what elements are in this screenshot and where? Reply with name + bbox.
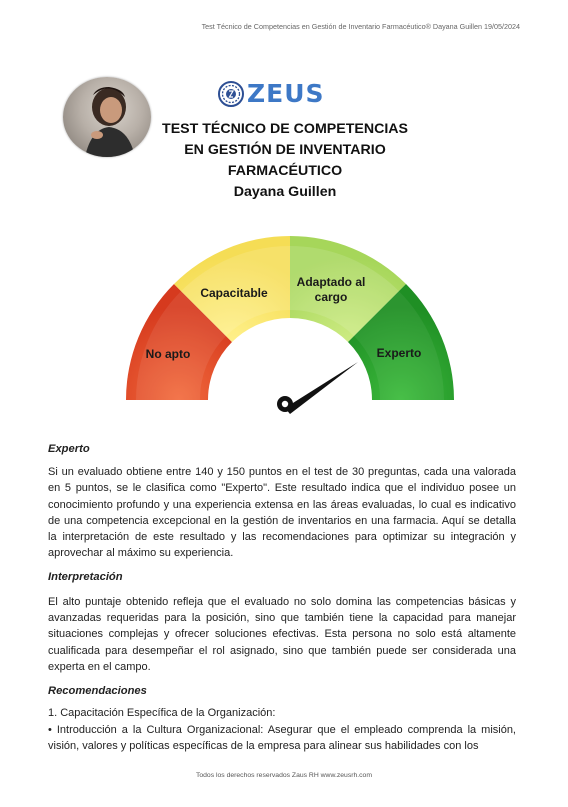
section-title-recomendaciones: Recomendaciones: [48, 685, 147, 698]
label-adaptado-line1: Adaptado al: [296, 275, 366, 289]
label-no-apto: No apto: [145, 347, 191, 361]
section-title-experto: Experto: [48, 443, 90, 455]
paragraph-interpretacion: El alto puntaje obtenido refleja que el evaluado no solo domina las competencias básicas y avanzadas requeridas para la posición, sino que también tiene la capacidad para manejar situaciones complejas y ofrecer soluciones efectivas. Esta persona no solo está altamente cualificada para desempeñar el rol asignado, sino que también puede ser considerada una experta en el campo.: [48, 595, 516, 673]
section-title-interpretacion: Interpretación: [48, 570, 123, 583]
page-footer: Todos los derechos reservados Zaus RH www.zeusrh.com: [195, 772, 373, 779]
gauge-needle: [277, 362, 358, 414]
zeus-logo: [218, 80, 325, 108]
zeus-emblem-icon: [218, 81, 244, 107]
competency-gauge: [0, 225, 568, 425]
document-body: [48, 443, 516, 754]
page-header: Test Técnico de Competencias en Gestión de Inventario Farmacéutico® Dayana Guillen 19/05/2024: [201, 22, 520, 31]
logo-text: ZEUS: [247, 79, 325, 108]
label-experto: Experto: [376, 346, 422, 360]
paragraph-experto: Si un evaluado obtiene entre 140 y 150 puntos en el test de 30 preguntas, cada una valorada en 5 puntos, se le clasifica como "Experto". Este resultado indica que el individuo posee un conocimiento profundo y una experiencia extensa en las áreas evaluadas, lo cual es indicativo de una competencia excepcional en la gestión de inventarios en una farmacia. Aquí se detalla la interpretación de este resultado y las recomendaciones para optimizar su integración y aprovechar al máximo su experiencia.: [48, 466, 516, 560]
title-line-3: FARMACÉUTICO: [227, 163, 343, 179]
document-title: [155, 119, 415, 203]
title-line-2: EN GESTIÓN DE INVENTARIO: [184, 142, 386, 158]
label-adaptado-line2: cargo: [314, 290, 348, 304]
label-capacitable: Capacitable: [200, 286, 268, 300]
title-line-1: TEST TÉCNICO DE COMPETENCIAS: [162, 121, 408, 137]
recommendation-item-1: 1. Capacitación Específica de la Organización:: [48, 707, 276, 720]
person-photo-icon: [63, 77, 151, 157]
recommendation-item-2: • Introducción a la Cultura Organizacional: Asegurar que el empleado comprenda la misión, visión, valores y políticas específicas de la empresa para alinear sus habilidades con los: [48, 723, 516, 752]
candidate-name: Dayana Guillen: [233, 184, 337, 200]
avatar: [63, 77, 151, 157]
